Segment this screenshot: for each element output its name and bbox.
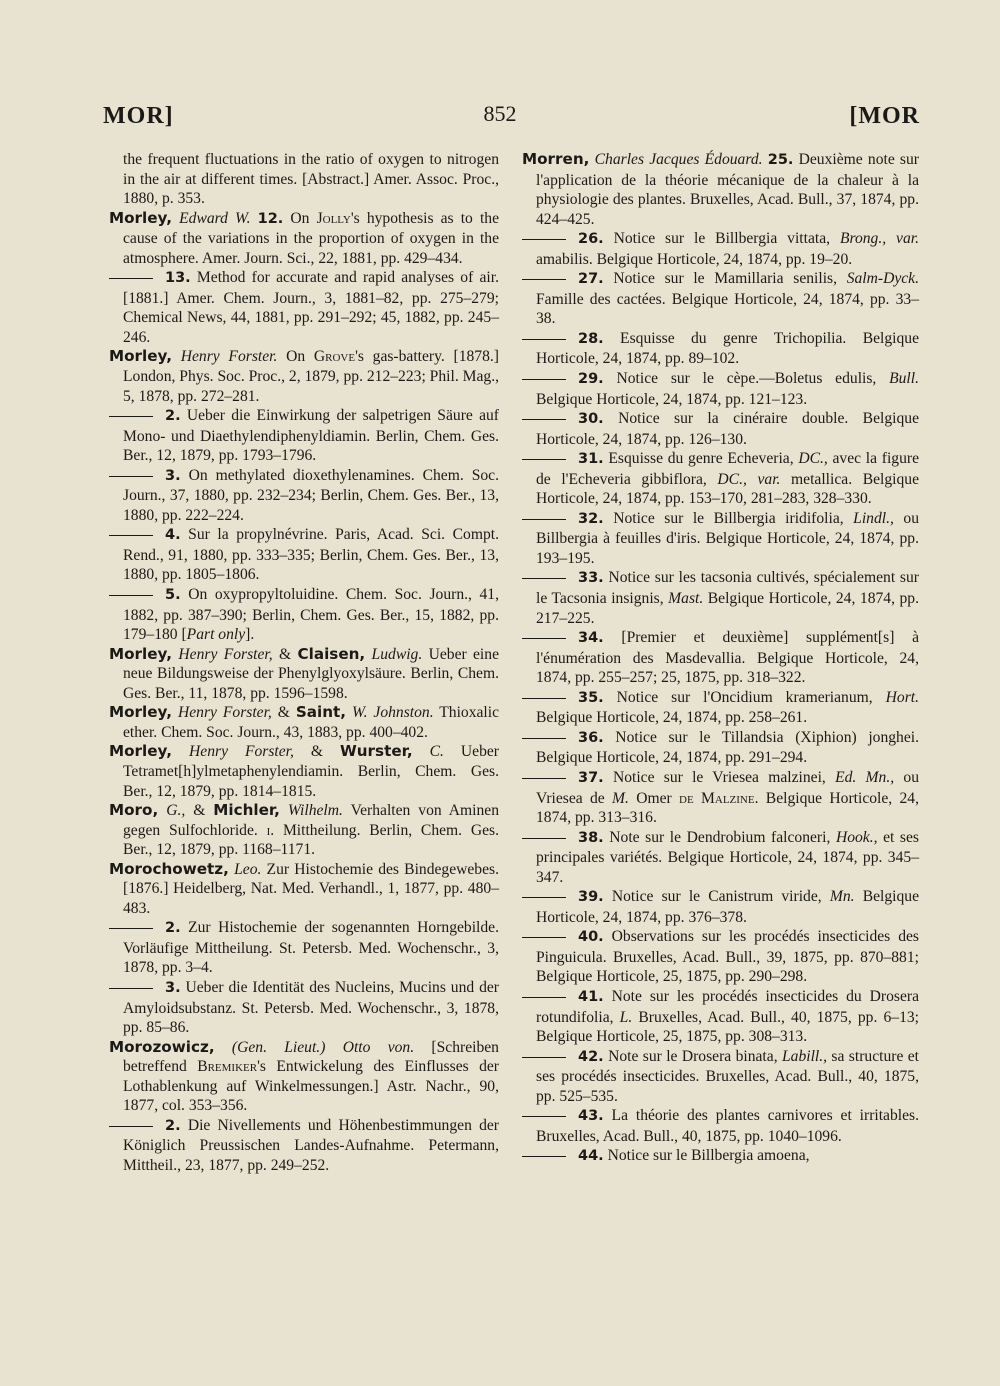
ditto-rule — [522, 638, 566, 639]
author-surname: Morley, — [109, 742, 173, 761]
ditto-rule — [109, 476, 153, 477]
italic-text: M. — [612, 789, 629, 807]
ditto-rule — [522, 1057, 566, 1058]
entry-text: Note sur le Drosera binata, — [603, 1047, 782, 1065]
italic-text: DC., var. — [717, 470, 781, 488]
bibliography-entry-continued — [522, 887, 919, 927]
entry-text: Notice sur la cinéraire double. Belgique Horticole, 24, 1874, pp. 126–130. — [536, 410, 919, 448]
italic-text: Lindl., — [853, 509, 894, 527]
bibliography-entry-continued — [522, 1047, 919, 1107]
italic-text: Henry Forster, — [178, 645, 273, 663]
entry-number: 3. — [165, 467, 181, 484]
entry-text: Belgique Horticole, 24, 1874, pp. 258–261. — [536, 709, 808, 727]
entry-text: Mittheilung. Berlin, Chem. Ges. Ber., 12, 1879, pp. 1168–1171. — [123, 821, 499, 859]
italic-text: Henry Forster, — [177, 704, 272, 722]
entry-number: 28. — [578, 330, 604, 347]
entry-number: 2. — [165, 1117, 181, 1134]
ditto-rule — [522, 239, 566, 240]
entry-text: Ueber die Einwirkung der salpetrigen Säure auf Mono- und Diaethylendiphenyldiamin. Berlin, Chem. Ges. Ber., 12, 1879, pp. 1793–1796. — [123, 407, 499, 465]
bibliography-entry-continued — [522, 329, 919, 369]
entry-number: 4. — [165, 527, 181, 544]
bibliography-entry-continued — [522, 369, 919, 409]
italic-text: Part only — [186, 626, 246, 644]
entry-text: the frequent fluctuations in the ratio of oxygen to nitrogen in the air at different times. [Abstract.] Amer. Assoc. Proc., 1880, p. 353. — [123, 151, 499, 208]
bibliography-entry-author — [109, 347, 499, 406]
italic-text: W. Johnston. — [352, 704, 434, 722]
entry-text: Ueber Tetramet[h]ylmetaphenylendiamin. Berlin, Chem. Ges. Ber., 12, 1879, pp. 1814–1815. — [123, 743, 499, 800]
ditto-rule — [522, 1156, 566, 1157]
entry-text: Notice sur le Canistrum viride, — [603, 888, 830, 906]
italic-text: Wilhelm. — [287, 802, 343, 820]
entry-text: Die Nivellements und Höhenbestimmungen der Königlich Preussischen Landes-Aufnahme. Petermann, Mittheil., 23, 1877, pp. 249–252. — [123, 1116, 499, 1174]
entry-text: 's Entwickelung des Einflusses der Lothablenkung auf Winkelmessungen.] Astr. Nachr., 90, 1877, col. 353–356. — [123, 1058, 499, 1115]
entry-text: On methylated dioxethylenamines. Chem. Soc. Journ., 37, 1880, pp. 232–234; Berlin, Chem. Ges. Ber., 13, 1880, pp. 222–224. — [123, 466, 499, 524]
entry-text: & — [185, 802, 214, 820]
entry-text: Notice sur le cèpe.—Boletus edulis, — [603, 370, 890, 388]
ditto-rule — [522, 578, 566, 579]
ditto-rule — [522, 838, 566, 839]
author-surname: Morochowetz, — [109, 859, 229, 878]
bibliography-entry-author — [109, 645, 499, 704]
entry-number: 40. — [578, 929, 604, 946]
italic-text: C. — [429, 743, 444, 761]
bibliography-entry-continued — [522, 449, 919, 509]
italic-text: L. — [619, 1008, 633, 1026]
ditto-rule — [109, 535, 153, 536]
entry-number: 25. — [767, 152, 794, 168]
bibliography-entry-continued — [522, 628, 919, 688]
italic-text: Hook., — [835, 828, 878, 846]
bibliography-entry-continued — [109, 978, 499, 1038]
entry-text: Notice sur le Mamillaria senilis, — [603, 270, 847, 288]
entry-text: Ueber die Identität des Nucleins, Mucins und der Amyloidsubstanz. St. Petersb. Med. Wochenschr., 3, 1878, pp. 85–86. — [123, 978, 499, 1037]
italic-text: Henry Forster, — [189, 743, 294, 761]
entry-number: 36. — [578, 729, 604, 746]
entry-text: Verhalten von Aminen gegen Sulfochloride. — [123, 802, 499, 839]
author-surname: Saint, — [295, 703, 347, 722]
entry-text: Thioxalic ether. Chem. Soc. Journ., 43, 1883, pp. 400–402. — [123, 704, 500, 741]
author-surname: Wurster, — [339, 742, 413, 761]
italic-text: G., — [166, 802, 186, 820]
entry-text: La théorie des plantes carnivores et irritables. Bruxelles, Acad. Bull., 40, 1875, pp. 1040–1096. — [536, 1107, 919, 1145]
italic-text: Ed. Mn., — [835, 768, 895, 786]
ditto-rule — [522, 279, 566, 280]
entry-text: amabilis. Belgique Horticole, 24, 1874, pp. 19–20. — [536, 250, 853, 268]
entry-number: 5. — [165, 587, 181, 604]
entry-number: 30. — [578, 411, 604, 428]
ditto-rule — [522, 997, 566, 998]
entry-text: Notice sur le Billbergia vittata, — [603, 230, 840, 248]
entry-number: 44. — [578, 1148, 604, 1165]
bibliography-entry-continued — [522, 828, 919, 888]
ditto-rule — [522, 778, 566, 779]
entry-number: 34. — [578, 630, 604, 647]
bibliography-entry-author — [109, 860, 499, 919]
author-surname: Morley, — [109, 644, 173, 663]
bibliography-entry-continued — [109, 525, 499, 585]
entry-text: & — [271, 704, 296, 722]
bibliography-entry-continued — [109, 406, 499, 466]
entry-text — [251, 210, 258, 227]
entry-text: Omer — [628, 789, 680, 807]
entry-text: ou Vriesea de — [536, 768, 919, 807]
italic-text: Mast. — [668, 590, 704, 608]
bibliography-entry-author — [522, 150, 919, 229]
running-head-left: MOR] — [103, 103, 174, 129]
entry-number: 26. — [578, 231, 604, 248]
author-surname: Claisen, — [297, 644, 366, 663]
entry-text — [172, 743, 189, 760]
small-caps-name: i. — [266, 821, 275, 839]
bibliography-entry-continued — [522, 568, 919, 628]
bibliography-entry-author — [109, 1038, 499, 1116]
entry-text: ou Billbergia à feuilles d'iris. Belgique Horticole, 24, 1874, pp. 193–195. — [536, 509, 919, 567]
entry-number: 2. — [165, 920, 181, 937]
author-surname: Morley, — [109, 703, 173, 722]
entry-text: Bruxelles, Acad. Bull., 40, 1875, pp. 6–13; Belgique Horticole, 25, 1875, pp. 308–313. — [536, 1008, 920, 1046]
entry-text: Notice sur l'Oncidium kramerianum, — [603, 688, 886, 706]
entry-text: Belgique Horticole, 24, 1874, pp. 376–378. — [536, 888, 920, 926]
author-surname: Moro, — [109, 801, 159, 820]
entry-number: 35. — [578, 689, 604, 706]
ditto-rule — [109, 416, 153, 417]
bibliography-entry-continued — [522, 927, 919, 987]
entry-text: 's gas-battery. [1878.] London, Phys. Soc. Proc., 2, 1879, pp. 212–223; Phil. Mag., 5, 1878, pp. 272–281. — [123, 348, 499, 405]
entry-text: sa structure et ses procédés insecticides. Bruxelles, Acad. Bull., 40, 1875, pp. 525–535. — [536, 1047, 919, 1105]
entry-text: On — [283, 209, 317, 227]
entry-text: Famille des cactées. Belgique Horticole, 24, 1874, pp. 33–38. — [536, 290, 919, 328]
entry-text: Note sur le Dendrobium falconeri, — [603, 828, 836, 846]
italic-text: Brong., var. — [839, 230, 919, 248]
entry-number: 42. — [578, 1048, 604, 1065]
bibliography-entry-continued — [522, 768, 919, 828]
author-surname: Morozowicz, — [109, 1037, 215, 1056]
ditto-rule — [522, 379, 566, 380]
entry-text: et ses principales variétés. Belgique Horticole, 24, 1874, pp. 345–347. — [536, 828, 919, 886]
bibliography-entry-continued — [522, 229, 919, 269]
italic-text: Henry Forster. — [180, 348, 278, 366]
bibliography-entry-continued — [522, 728, 919, 768]
entry-number: 27. — [578, 271, 604, 288]
italic-text: Leo. — [234, 860, 262, 878]
entry-text: Observations sur les procédés insecticides des Pinguicula. Bruxelles, Acad. Bull., 39, 1875, pp. 870–881; Belgique Horticole, 25, 1875, pp. 290–298. — [536, 928, 919, 986]
italic-text: (Gen. Lieut.) Otto von. — [231, 1038, 415, 1056]
author-surname: Morren, — [522, 150, 590, 168]
ditto-rule — [522, 519, 566, 520]
entry-text: & — [272, 645, 298, 663]
entry-text — [413, 743, 430, 760]
entry-text: & — [293, 743, 340, 761]
small-caps-name: Grove — [313, 348, 356, 366]
entry-text: metallica. Belgique Horticole, 24, 1874, pp. 153–170, 281–283, 328–330. — [536, 470, 919, 508]
italic-text: Labill., — [781, 1047, 828, 1065]
entry-text: On — [277, 348, 314, 366]
entry-text — [158, 802, 166, 819]
italic-text: Bull. — [889, 370, 919, 388]
ditto-rule — [522, 738, 566, 739]
entry-number: 39. — [578, 889, 604, 906]
entry-text: Method for accurate and rapid analyses of air. [1881.] Amer. Chem. Journ., 3, 1881–82, pp. 275–279; Chemical News, 44, 1881, pp. 291–292; 45, 1882, pp. 245–246. — [123, 269, 499, 346]
bibliography-entry-continued — [522, 688, 919, 728]
ditto-rule — [109, 1126, 153, 1127]
entry-text: Notice sur le Vriesea malzinei, — [603, 768, 836, 786]
bibliography-entry-continued — [522, 509, 919, 569]
bibliography-entry-continued — [522, 987, 919, 1047]
ditto-rule — [109, 595, 153, 596]
entry-text: . Belgique Horticole, 24, 1874, pp. 313–316. — [536, 789, 919, 827]
entry-number: 29. — [578, 371, 604, 388]
small-caps-name: de Malzine — [679, 789, 755, 807]
entry-number: 12. — [257, 210, 284, 227]
bibliography-entry-author — [109, 742, 499, 801]
ditto-rule — [522, 419, 566, 420]
ditto-rule — [522, 937, 566, 938]
bibliography-entry-continued — [109, 268, 499, 347]
running-head-right: [MOR — [849, 103, 920, 129]
entry-number: 13. — [165, 270, 191, 287]
ditto-rule — [522, 897, 566, 898]
entry-text: Zur Histochemie der sogenannten Horngebilde. Vorläufige Mittheilung. St. Petersb. Med. Wochenschr., 3, 1878, pp. 3–4. — [123, 919, 499, 977]
entry-text: [Schreiben betreffend — [123, 1038, 499, 1076]
ditto-rule — [522, 339, 566, 340]
entry-number: 3. — [165, 979, 181, 996]
author-surname: Morley, — [109, 347, 173, 366]
entry-text: Deuxième note sur l'application de la théorie mécanique de la chaleur à la physiologie des plantes. Bruxelles, Acad. Bull., 37, 1874, pp. 424–425. — [536, 151, 919, 228]
bibliography-entry-author — [109, 209, 499, 269]
bibliography-entry-author — [109, 703, 499, 742]
entry-number: 43. — [578, 1108, 604, 1125]
entry-number: 33. — [578, 570, 604, 587]
entry-text: On oxypropyltoluidine. Chem. Soc. Journ., 41, 1882, pp. 387–390; Berlin, Chem. Ges. Ber., 15, 1882, pp. 179–180 [ — [123, 586, 499, 644]
ditto-rule — [522, 459, 566, 460]
ditto-rule — [522, 698, 566, 699]
left-column — [109, 150, 499, 1175]
entry-text: Notice sur le Billbergia iridifolia, — [603, 509, 854, 527]
bibliography-entry-author — [109, 801, 499, 860]
entry-text: Zur Histochemie des Bindegewebes. [1876.] Heidelberg, Nat. Med. Verhandl., 1, 1877, pp. 480–483. — [123, 860, 499, 917]
entry-text: Sur la propylnévrine. Paris, Acad. Sci. Compt. Rend., 91, 1880, pp. 333–335; Berlin, Chem. Ges. Ber., 13, 1880, pp. 1805–1806. — [123, 526, 499, 584]
entry-text: Notice sur les tacsonia cultivés, spécialement sur le Tacsonia insignis, — [536, 569, 919, 608]
entry-number: 32. — [578, 510, 604, 527]
bibliography-entry-continued — [522, 409, 919, 449]
entry-text: ]. — [245, 626, 255, 644]
italic-text: Hort. — [885, 688, 919, 706]
entry-text: Ueber eine neue Bildungsweise der Phenylglyoxylsäure. Berlin, Chem. Ges. Ber., 11, 1878, pp. 1596–1598. — [123, 645, 499, 702]
entry-text — [215, 1039, 232, 1056]
ditto-rule — [109, 928, 153, 929]
ditto-rule — [109, 278, 153, 279]
italic-text: Mn. — [829, 888, 855, 906]
right-column — [522, 150, 919, 1167]
entry-text: Belgique Horticole, 24, 1874, pp. 121–123. — [536, 390, 808, 408]
ditto-rule — [522, 1116, 566, 1117]
entry-text: Notice sur le Tillandsia (Xiphion) jonghei. Belgique Horticole, 24, 1874, pp. 291–294. — [536, 728, 919, 767]
entry-text — [280, 802, 288, 819]
small-caps-name: Bremiker — [197, 1058, 258, 1076]
entry-text: Esquisse du genre Trichopilia. Belgique Horticole, 24, 1874, pp. 89–102. — [536, 329, 919, 368]
small-caps-name: Jolly — [316, 209, 351, 227]
entry-number: 31. — [578, 451, 604, 468]
entry-text: Note sur les procédés insecticides du Drosera rotundifolia, — [536, 987, 919, 1026]
entry-text: Belgique Horticole, 24, 1874, pp. 217–225. — [536, 590, 919, 627]
entry-number: 2. — [165, 408, 181, 425]
entry-number: 37. — [578, 769, 604, 786]
entry-number: 41. — [578, 988, 604, 1005]
bibliography-entry-continued — [522, 1106, 919, 1146]
author-surname: Morley, — [109, 208, 173, 227]
entry-number: 38. — [578, 829, 604, 846]
entry-text: avec la figure de l'Echeveria gibbiflora, — [536, 450, 919, 488]
entry-text: Esquisse du genre Echeveria, — [603, 450, 799, 468]
italic-text: Salm-Dyck. — [846, 270, 919, 288]
bibliography-entry-continued — [109, 918, 499, 978]
bibliography-entry-carryover — [109, 150, 499, 209]
bibliography-entry-continued — [109, 466, 499, 526]
bibliography-entry-continued — [522, 269, 919, 329]
entry-text: Notice sur le Billbergia amoena, — [603, 1147, 810, 1165]
italic-text: Ludwig. — [371, 645, 423, 663]
bibliography-entry-continued — [109, 585, 499, 645]
italic-text: Charles Jacques Édouard. — [594, 151, 763, 168]
entry-text — [172, 348, 181, 365]
ditto-rule — [109, 988, 153, 989]
italic-text: Edward W. — [179, 209, 251, 227]
bibliography-entry-continued — [109, 1116, 499, 1176]
entry-text: [Premier et deuxième] supplément[s] à l'énumération des Masdevallia. Belgique Horticole, 24, 1874, pp. 255–257; 25, 1875, pp. 318–322. — [536, 629, 919, 687]
bibliography-entry-continued — [522, 1146, 919, 1167]
page-number: 852 — [483, 101, 517, 126]
author-surname: Michler, — [213, 801, 280, 820]
italic-text: DC., — [798, 450, 828, 468]
entry-text: 's hypothesis as to the cause of the variations in the proportion of oxygen in the atmosphere. Amer. Journ. Sci., 22, 1881, pp. 429–434. — [123, 209, 499, 267]
